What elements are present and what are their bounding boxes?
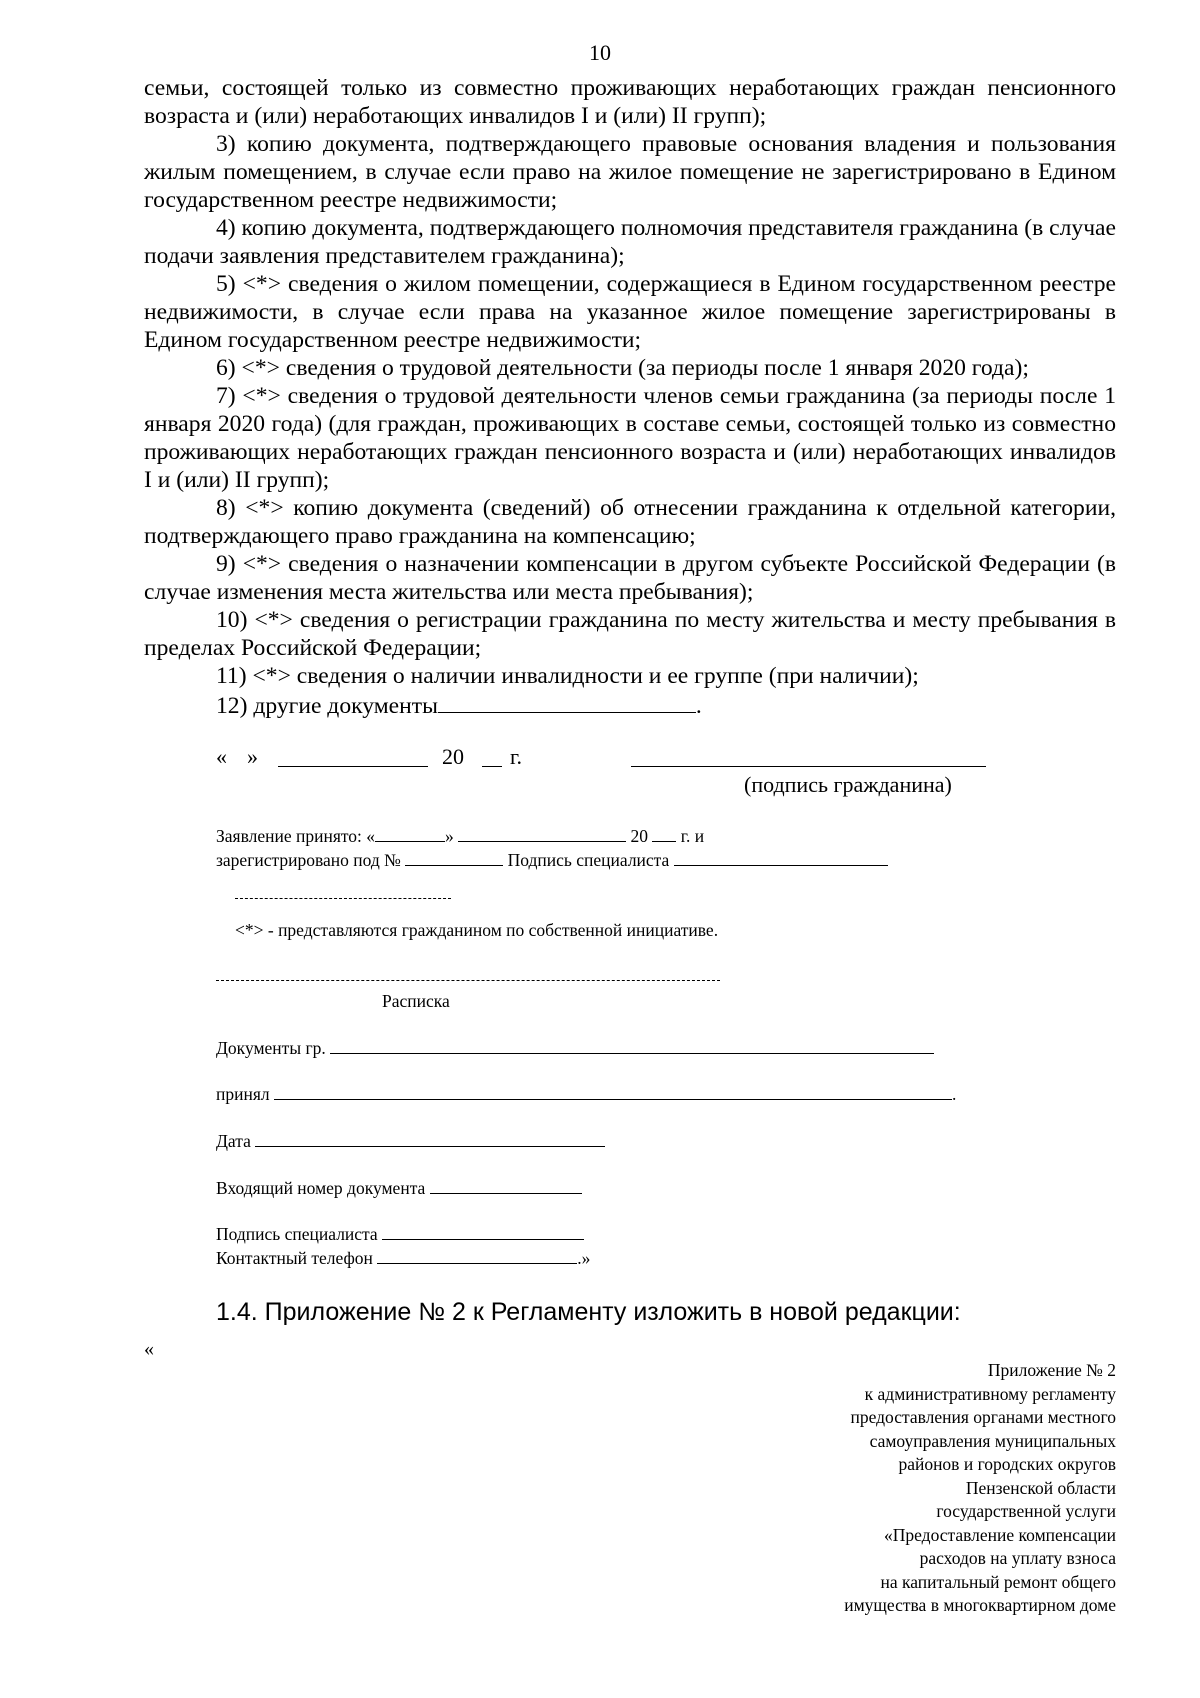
docs-citizen-blank	[330, 1036, 934, 1054]
cut-line	[216, 980, 720, 981]
receipt-docs-row: Документы гр.	[216, 1036, 934, 1060]
appendix-line: расходов на уплату взноса	[919, 1548, 1116, 1568]
date-close-quote: »	[247, 744, 258, 769]
citizen-signature-blank	[631, 766, 986, 767]
list-item-5: 5) <*> сведения о жилом помещении, содержащиеся в Едином государственном реестре недвижимости, в случае если права на указанное жилое помещение зарегистрированы в Едином государственном реестре недвижимости;	[144, 271, 1116, 353]
acceptance-line-1: Заявление принято: « » 20 г. и	[216, 826, 705, 846]
appendix-line: государственной услуги	[936, 1501, 1116, 1521]
item12-suffix: .	[695, 693, 702, 719]
date-signature-row	[216, 744, 1016, 774]
specialist-signature-blank	[674, 848, 888, 866]
receipt-phone-row: Контактный телефон .»	[216, 1248, 591, 1268]
date-blank	[278, 766, 428, 767]
year-prefix: 20	[442, 744, 464, 769]
signature-caption: (подпись гражданина)	[744, 772, 952, 797]
appendix-line: «Предоставление компенсации	[883, 1524, 1116, 1545]
acceptance-line-2: зарегистрировано под № Подпись специалиста	[216, 848, 888, 872]
appendix-header	[844, 1359, 1116, 1618]
receipt-specialist-row: Подпись специалиста	[216, 1222, 584, 1246]
list-item-10: 10) <*> сведения о регистрации гражданина по месту жительства и месту пребывания в пределах Российской Федерации;	[144, 607, 1116, 661]
incoming-number-blank	[430, 1176, 582, 1194]
receipt-specialist-blank	[382, 1222, 584, 1240]
list-item-7: 7) <*> сведения о трудовой деятельности членов семьи гражданина (за периоды после 1 января 2020 года) (для граждан, проживающих в составе семьи, состоящей только из совместно проживающих неработающих граждан пенсионного возраста и (или) неработающих инвалидов I и (или) II групп);	[144, 383, 1116, 493]
receipt-accepted-row: принял .	[216, 1084, 957, 1104]
accepted-by-blank	[274, 1082, 952, 1100]
receipt-date-row: Дата	[216, 1129, 605, 1153]
receipt-incoming-row: Входящий номер документа	[216, 1176, 582, 1200]
page-number: 10	[589, 40, 611, 65]
appendix-line: Пензенской области	[965, 1477, 1116, 1498]
footnote: <*> - представляются гражданином по собственной инициативе.	[235, 920, 719, 940]
acceptance-block	[216, 824, 888, 872]
footnote-separator	[235, 898, 451, 899]
receipt-title: Расписка	[382, 991, 450, 1011]
section-heading-1-4: 1.4. Приложение № 2 к Регламенту изложить в новой редакции:	[216, 1298, 961, 1326]
list-item-4: 4) копию документа, подтверждающего полномочия представителя гражданина (в случае подачи заявления представителем гражданина);	[144, 215, 1117, 269]
list-item-8: 8) <*> копию документа (сведений) об отнесении гражданина к отдельной категории, подтверждающего право гражданина на компенсацию;	[144, 495, 1116, 549]
appendix-line: к административному регламенту	[864, 1383, 1116, 1404]
acceptance-day-blank	[375, 824, 445, 842]
list-item-12	[144, 690, 1116, 720]
registration-number-blank	[405, 848, 503, 866]
other-documents-blank	[438, 690, 696, 713]
list-item-11: 11) <*> сведения о наличии инвалидности и ее группе (при наличии);	[216, 663, 919, 689]
paragraph-continuation: семьи, состоящей только из совместно проживающих неработающих граждан пенсионного возраста и (или) неработающих инвалидов I и (или) II групп);	[144, 75, 1116, 129]
list-item-6: 6) <*> сведения о трудовой деятельности (за периоды после 1 января 2020 года);	[216, 355, 1029, 381]
item12-label: 12) другие документы	[216, 693, 438, 719]
document-body	[144, 74, 1116, 720]
appendix-line: предоставления органами местного	[850, 1407, 1116, 1427]
appendix-line: имущества в многоквартирном доме	[844, 1595, 1116, 1615]
acceptance-year-blank	[652, 824, 676, 842]
year-blank	[482, 766, 502, 767]
appendix-line: на капитальный ремонт общего	[880, 1571, 1116, 1592]
list-item-9: 9) <*> сведения о назначении компенсации в другом субъекте Российской Федерации (в случае изменения места жительства или места пребывания);	[144, 551, 1116, 605]
date-open-quote: «	[216, 744, 227, 769]
receipt-date-blank	[255, 1129, 605, 1147]
acceptance-month-blank	[458, 824, 626, 842]
appendix-line: Приложение № 2	[987, 1360, 1116, 1380]
open-quote-mark: «	[144, 1338, 154, 1360]
year-suffix: г.	[510, 744, 523, 769]
appendix-line: самоуправления муниципальных	[869, 1430, 1116, 1451]
appendix-line: районов и городских округов	[898, 1454, 1116, 1474]
phone-blank	[377, 1246, 577, 1264]
list-item-3: 3) копию документа, подтверждающего правовые основания владения и пользования жилым помещением, в случае если право на жилое помещение не зарегистрировано в Едином государственном реестре недвижимости;	[144, 131, 1116, 213]
